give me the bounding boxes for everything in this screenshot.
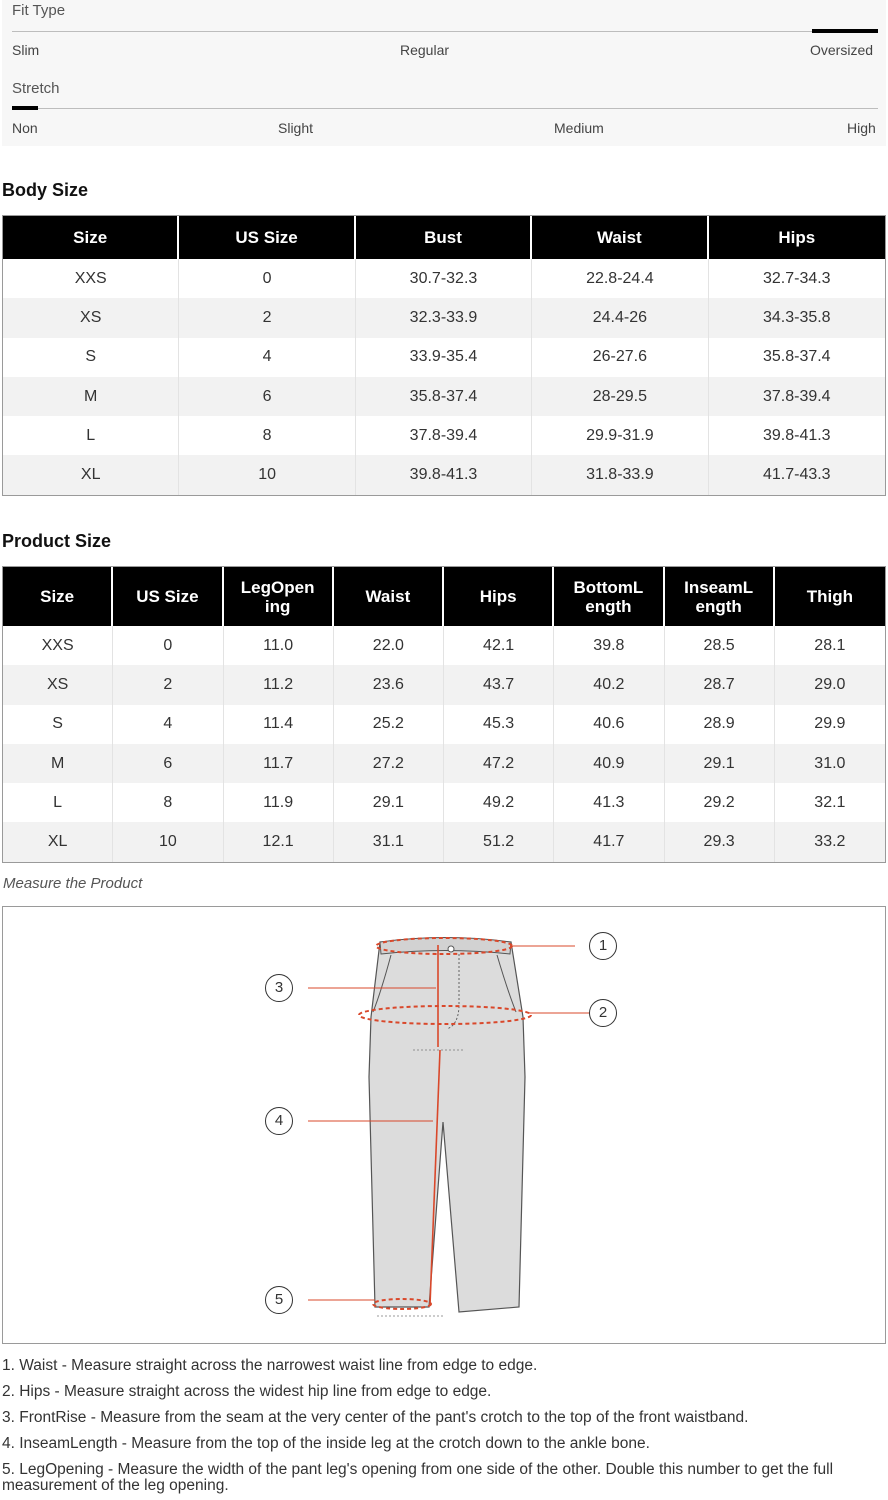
stretch-label: Stretch (12, 80, 60, 97)
header-us-size: US Size (179, 216, 355, 259)
marker-4: 4 (265, 1107, 293, 1135)
table-cell: 11.0 (224, 626, 334, 665)
header-waist: Waist (334, 567, 444, 626)
table-cell: 29.9 (814, 715, 846, 733)
cell-us-size: 4 (179, 338, 355, 377)
pants-body (369, 942, 525, 1312)
table-row (3, 298, 885, 337)
table-cell: 4 (113, 705, 223, 744)
fit-option-oversized: Oversized (810, 42, 874, 58)
stretch-scale-line (12, 108, 878, 109)
table-cell: 32.1 (814, 793, 846, 811)
cell-waist: 22.8-24.4 (532, 259, 708, 298)
header-hips: Hips (444, 567, 554, 626)
header-bust: Bust (356, 216, 532, 259)
measure-caption: Measure the Product (3, 875, 143, 892)
stretch-option-non: Non (12, 120, 38, 136)
stretch-option-medium: Medium (554, 120, 604, 136)
table-row (3, 626, 885, 665)
table-cell: 10 (113, 822, 223, 861)
cell-hips: 37.8-39.4 (709, 377, 885, 416)
table-cell: 28.5 (665, 626, 775, 665)
marker-3: 3 (265, 974, 293, 1002)
marker-5: 5 (265, 1286, 293, 1314)
table-cell: 42.1 (444, 626, 554, 665)
table-row (3, 455, 885, 494)
header-size: Size (3, 216, 179, 259)
cell-us-size: 0 (179, 259, 355, 298)
table-cell: 45.3 (444, 705, 554, 744)
table-row (3, 822, 885, 861)
table-cell: 49.2 (444, 783, 554, 822)
measure-diagram (2, 906, 886, 1344)
table-row (3, 665, 885, 704)
header-bottom-length: BottomL ength (554, 567, 664, 626)
header-thigh: Thigh (775, 567, 885, 626)
table-cell: 2 (113, 665, 223, 704)
note-inseam-length: 4. InseamLength - Measure from the top of the inside leg at the crotch down to the ankle bone. (2, 1435, 650, 1452)
button-icon (448, 946, 454, 952)
table-cell: 29.1 (334, 783, 444, 822)
stretch-option-high: High (847, 120, 876, 136)
table-cell: M (3, 744, 113, 783)
header-size: Size (3, 567, 113, 626)
measure-notes (2, 1358, 886, 1500)
table-cell: 29.3 (665, 822, 775, 861)
table-cell: 33.2 (775, 822, 885, 861)
table-cell: 29.0 (775, 665, 885, 704)
table-cell: 29.1 (665, 744, 775, 783)
table-row (3, 259, 885, 298)
cell-size: M (3, 377, 179, 416)
table-cell: 51.2 (444, 822, 554, 861)
table-cell: 31.0 (775, 744, 885, 783)
pants-illustration (3, 907, 885, 1343)
table-cell: 40.2 (554, 665, 664, 704)
table-cell: 28.1 (814, 636, 846, 654)
table-cell: 11.4 (224, 705, 334, 744)
table-cell: 29.2 (665, 783, 775, 822)
fit-type-label: Fit Type (12, 2, 66, 19)
header-waist: Waist (532, 216, 708, 259)
table-cell: 11.2 (224, 665, 334, 704)
table-cell: L (3, 783, 113, 822)
fit-option-regular: Regular (400, 42, 450, 58)
product-size-title: Product Size (2, 531, 112, 551)
table-cell: 25.2 (334, 705, 444, 744)
table-cell: 39.8 (554, 626, 664, 665)
cell-us-size: 8 (179, 416, 355, 455)
cell-hips: 35.8-37.4 (762, 348, 831, 366)
cell-waist: 31.8-33.9 (532, 455, 708, 494)
table-cell: 11.9 (224, 783, 334, 822)
fit-scale-line (12, 31, 878, 32)
note-hips: 2. Hips - Measure straight across the widest hip line from edge to edge. (2, 1383, 492, 1400)
cell-hips: 32.7-34.3 (762, 269, 831, 287)
fit-selected-marker (812, 29, 878, 33)
note-waist: 1. Waist - Measure straight across the narrowest waist line from edge to edge. (2, 1357, 538, 1374)
header-inseam-length: InseamL ength (665, 567, 775, 626)
note-leg-opening: 5. LegOpening - Measure the width of the pant leg's opening from one side of the other. Double this number to get the full measurement of the leg opening. (2, 1461, 834, 1494)
table-cell: 8 (113, 783, 223, 822)
marker-2: 2 (589, 999, 617, 1027)
cell-bust: 33.9-35.4 (356, 338, 532, 377)
fit-option-slim: Slim (12, 42, 40, 58)
table-cell: XS (3, 665, 113, 704)
table-row (3, 377, 885, 416)
cell-hips: 41.7-43.3 (709, 455, 885, 494)
stretch-option-slight: Slight (278, 120, 314, 136)
table-cell: 6 (113, 744, 223, 783)
table-cell: 22.0 (334, 626, 444, 665)
cell-bust: 32.3-33.9 (356, 298, 532, 337)
cell-bust: 30.7-32.3 (356, 259, 532, 298)
cell-bust: 39.8-41.3 (356, 455, 532, 494)
table-row (3, 338, 885, 377)
cell-waist: 24.4-26 (532, 298, 708, 337)
table-cell: S (3, 705, 113, 744)
table-cell: 31.1 (334, 822, 444, 861)
table-cell: 28.7 (665, 665, 775, 704)
header-hips: Hips (709, 216, 885, 259)
table-cell: 47.2 (444, 744, 554, 783)
table-row (3, 744, 885, 783)
cell-bust: 35.8-37.4 (356, 377, 532, 416)
table-cell: XL (3, 822, 113, 861)
table-cell: 11.7 (224, 744, 334, 783)
table-cell: 43.7 (444, 665, 554, 704)
fit-panel (2, 0, 886, 146)
cell-size: XS (3, 298, 179, 337)
table-cell: 23.6 (334, 665, 444, 704)
cell-size: L (3, 416, 179, 455)
cell-waist: 28-29.5 (532, 377, 708, 416)
table-cell: 28.9 (665, 705, 775, 744)
table-cell: XXS (3, 626, 113, 665)
cell-us-size: 10 (179, 455, 355, 494)
cell-bust: 37.8-39.4 (356, 416, 532, 455)
product-size-table (2, 566, 886, 863)
body-size-table (2, 215, 886, 496)
header-us-size: US Size (113, 567, 223, 626)
cell-size: S (3, 338, 179, 377)
table-row (3, 783, 885, 822)
table-row (3, 705, 885, 744)
cell-size: XL (3, 455, 179, 494)
table-row (3, 416, 885, 455)
table-cell: 41.3 (554, 783, 664, 822)
cell-waist: 29.9-31.9 (532, 416, 708, 455)
header-leg-opening: LegOpen ing (224, 567, 334, 626)
cell-us-size: 6 (179, 377, 355, 416)
body-size-title: Body Size (2, 180, 89, 200)
note-front-rise: 3. FrontRise - Measure from the seam at the very center of the pant's crotch to the top of the front waistband. (2, 1409, 749, 1426)
cell-hips: 34.3-35.8 (709, 298, 885, 337)
cell-us-size: 2 (179, 298, 355, 337)
table-cell: 40.6 (554, 705, 664, 744)
table-cell: 0 (113, 626, 223, 665)
cell-size: XXS (3, 259, 179, 298)
cell-hips: 39.8-41.3 (762, 426, 831, 444)
table-cell: 12.1 (224, 822, 334, 861)
marker-1: 1 (589, 932, 617, 960)
table-cell: 27.2 (334, 744, 444, 783)
table-cell: 41.7 (554, 822, 664, 861)
table-cell: 40.9 (554, 744, 664, 783)
cell-waist: 26-27.6 (532, 338, 708, 377)
stretch-selected-marker (12, 106, 38, 110)
